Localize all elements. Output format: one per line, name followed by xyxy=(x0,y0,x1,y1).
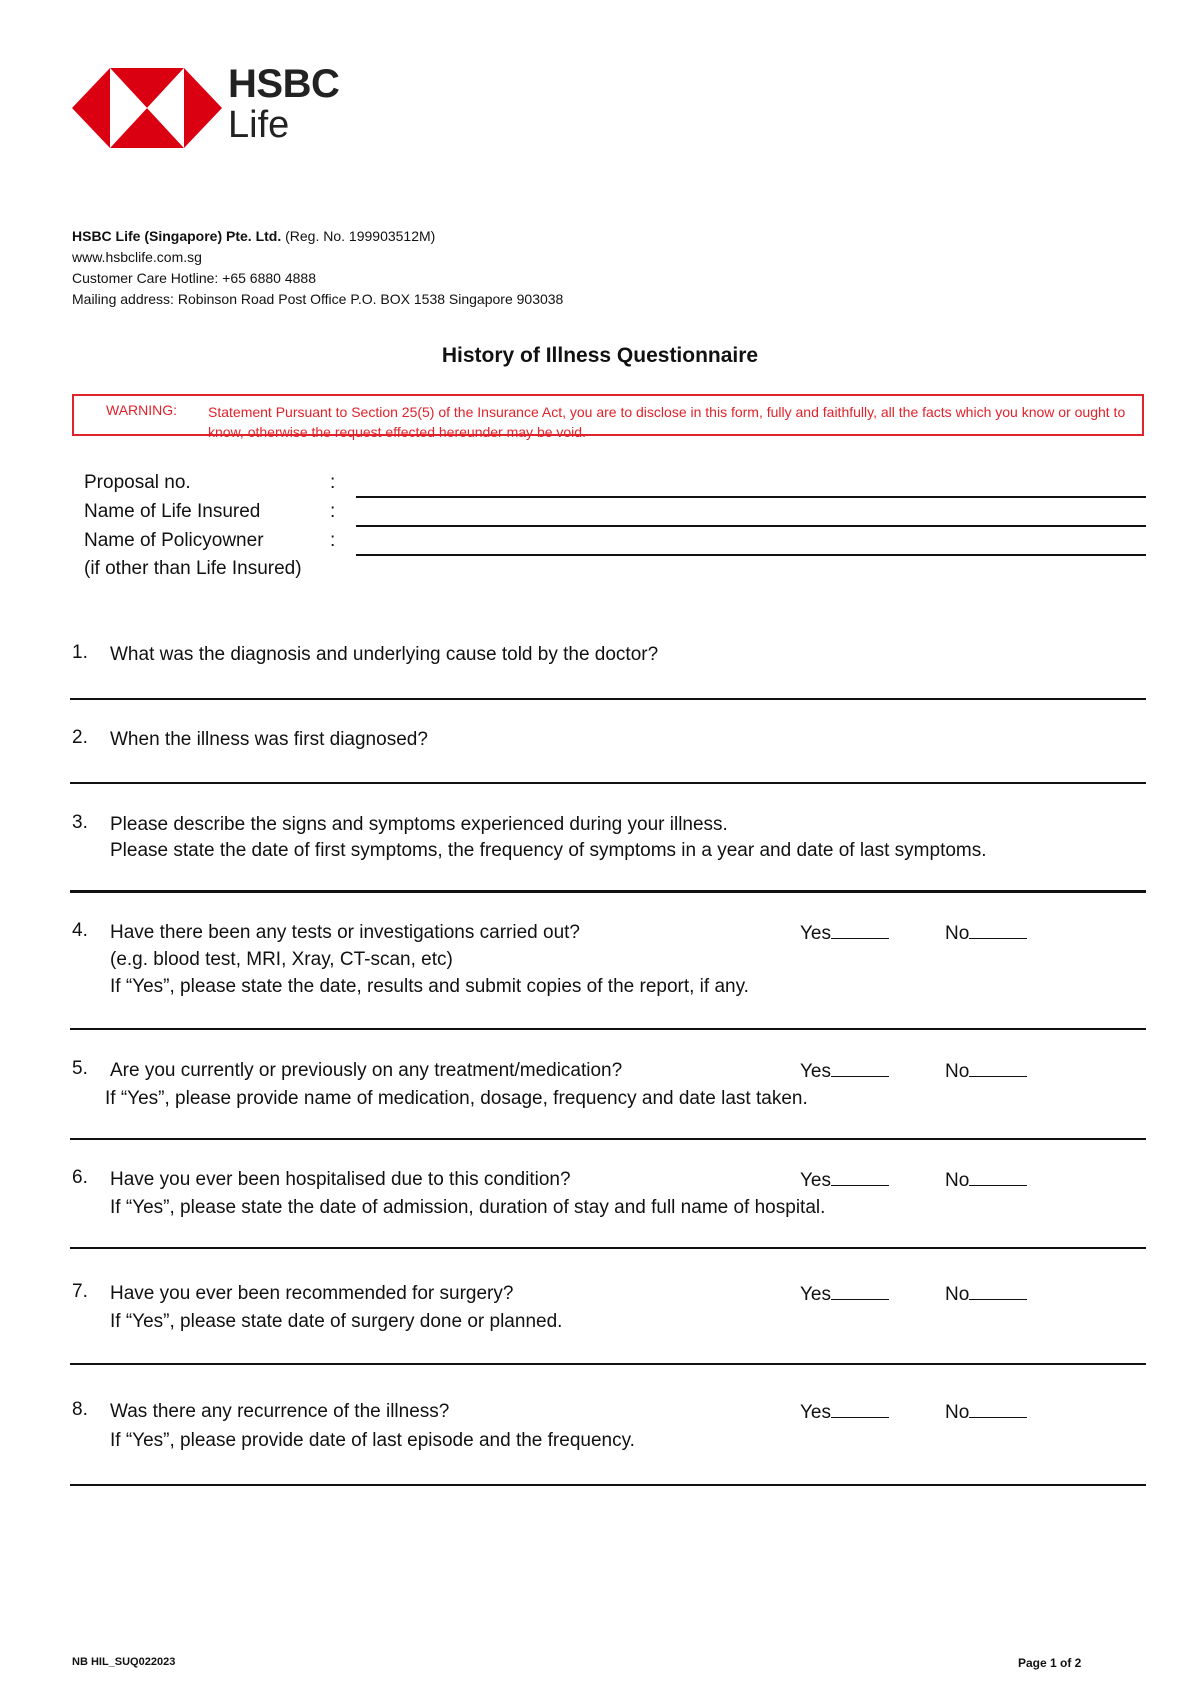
answer-line[interactable] xyxy=(70,1247,1146,1249)
form-code: NB HIL_SUQ022023 xyxy=(72,1656,176,1668)
no-option[interactable] xyxy=(945,1058,1027,1083)
no-label: No xyxy=(945,1402,970,1423)
answer-line[interactable] xyxy=(70,1028,1146,1030)
page-title: History of Illness Questionnaire xyxy=(441,344,759,367)
page-number: Page 1 of 2 xyxy=(1018,1656,1082,1670)
company-info xyxy=(72,226,563,310)
colon: : xyxy=(330,530,336,551)
question-subtext: Please state the date of first symptoms, the frequency of symptoms in a year and date of last symptoms. xyxy=(110,840,987,861)
question-text: What was the diagnosis and underlying cause told by the doctor? xyxy=(110,644,659,665)
question-text: When the illness was first diagnosed? xyxy=(110,729,428,750)
question-number: 4. xyxy=(72,920,88,941)
no-blank[interactable] xyxy=(969,1058,1027,1077)
no-option[interactable] xyxy=(945,1399,1027,1424)
company-mailing-address: Mailing address: Robinson Road Post Office P.O. BOX 1538 Singapore 903038 xyxy=(72,291,564,307)
colon: : xyxy=(330,501,336,522)
policyowner-field[interactable] xyxy=(356,554,1146,556)
no-blank[interactable] xyxy=(969,1281,1027,1300)
brand-name: HSBC xyxy=(228,62,340,106)
no-option[interactable] xyxy=(945,1167,1027,1192)
company-reg: (Reg. No. 199903512M) xyxy=(285,228,436,244)
proposal-no-label: Proposal no. xyxy=(84,472,191,493)
no-label: No xyxy=(945,1284,970,1305)
question-subtext: If “Yes”, please state the date, results and submit copies of the report, if any. xyxy=(110,976,749,997)
hsbc-hexagon-logo-icon xyxy=(72,68,222,148)
question-subtext: If “Yes”, please provide date of last episode and the frequency. xyxy=(110,1430,635,1451)
warning-box xyxy=(72,394,1144,440)
company-hotline: Customer Care Hotline: +65 6880 4888 xyxy=(72,270,316,286)
question-text: Have you ever been recommended for surgery? xyxy=(110,1283,514,1304)
question-subtext: If “Yes”, please provide name of medication, dosage, frequency and date last taken. xyxy=(105,1088,808,1109)
question-subtext: If “Yes”, please state the date of admission, duration of stay and full name of hospital. xyxy=(110,1197,826,1218)
question-number: 2. xyxy=(72,727,88,748)
life-insured-label: Name of Life Insured xyxy=(84,501,261,522)
yes-label: Yes xyxy=(800,1061,831,1082)
brand-wordmark xyxy=(228,64,339,144)
yes-blank[interactable] xyxy=(831,920,889,939)
no-option[interactable] xyxy=(945,920,1027,945)
question-number: 8. xyxy=(72,1399,88,1420)
question-text: Have you ever been hospitalised due to this condition? xyxy=(110,1169,571,1190)
question-number: 6. xyxy=(72,1167,88,1188)
yes-blank[interactable] xyxy=(831,1058,889,1077)
brand-subname: Life xyxy=(228,104,290,146)
no-blank[interactable] xyxy=(969,920,1027,939)
yes-blank[interactable] xyxy=(831,1399,889,1418)
question-number: 5. xyxy=(72,1058,88,1079)
yes-label: Yes xyxy=(800,1170,831,1191)
question-text: Please describe the signs and symptoms experienced during your illness. xyxy=(110,814,728,835)
question-subtext: If “Yes”, please state date of surgery done or planned. xyxy=(110,1311,563,1332)
yes-label: Yes xyxy=(800,923,831,944)
question-number: 1. xyxy=(72,642,88,663)
company-website: www.hsbclife.com.sg xyxy=(72,249,202,265)
warning-text: Statement Pursuant to Section 25(5) of the Insurance Act, you are to disclose in this form, fully and faithfully, all the facts which you know or ought to know, otherwise the request effected hereunder may be void. xyxy=(208,404,1126,440)
no-blank[interactable] xyxy=(969,1167,1027,1186)
no-option[interactable] xyxy=(945,1281,1027,1306)
answer-line[interactable] xyxy=(70,698,1146,700)
yes-blank[interactable] xyxy=(831,1167,889,1186)
colon: : xyxy=(330,472,336,493)
yes-label: Yes xyxy=(800,1402,831,1423)
policyowner-label: Name of Policyowner xyxy=(84,530,264,551)
question-number: 7. xyxy=(72,1281,88,1302)
yes-option[interactable] xyxy=(800,920,889,945)
life-insured-field[interactable] xyxy=(356,525,1146,527)
no-label: No xyxy=(945,923,970,944)
no-blank[interactable] xyxy=(969,1399,1027,1418)
answer-line[interactable] xyxy=(70,1363,1146,1365)
question-text: Have there been any tests or investigations carried out? xyxy=(110,922,580,943)
yes-option[interactable] xyxy=(800,1399,889,1424)
yes-label: Yes xyxy=(800,1284,831,1305)
company-name: HSBC Life (Singapore) Pte. Ltd. xyxy=(72,228,282,244)
yes-option[interactable] xyxy=(800,1058,889,1083)
warning-label: WARNING: xyxy=(106,402,178,418)
answer-line[interactable] xyxy=(70,1484,1146,1486)
no-label: No xyxy=(945,1170,970,1191)
question-subtext: (e.g. blood test, MRI, Xray, CT-scan, etc) xyxy=(110,949,453,970)
no-label: No xyxy=(945,1061,970,1082)
question-text: Are you currently or previously on any treatment/medication? xyxy=(110,1060,623,1081)
yes-option[interactable] xyxy=(800,1281,889,1306)
policyowner-note: (if other than Life Insured) xyxy=(84,558,302,579)
answer-line[interactable] xyxy=(70,1138,1146,1140)
yes-blank[interactable] xyxy=(831,1281,889,1300)
answer-line[interactable] xyxy=(70,890,1146,893)
question-number: 3. xyxy=(72,812,88,833)
proposal-no-field[interactable] xyxy=(356,496,1146,498)
yes-option[interactable] xyxy=(800,1167,889,1192)
answer-line[interactable] xyxy=(70,782,1146,784)
question-text: Was there any recurrence of the illness? xyxy=(110,1401,450,1422)
